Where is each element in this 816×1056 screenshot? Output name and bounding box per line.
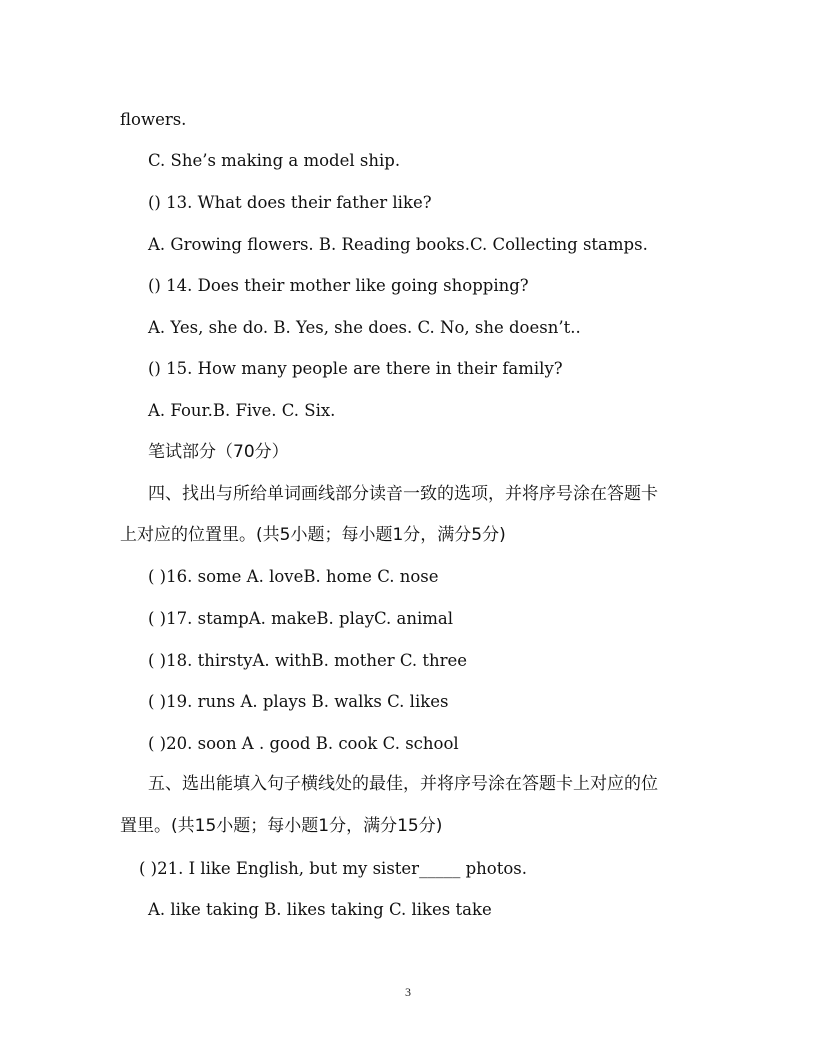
- options-14: A. Yes, she do. B. Yes, she does. C. No, she doesn’t..: [148, 318, 581, 337]
- section-five-heading-cont: 置里。(共15小题；每小题1分，满分15分): [120, 816, 443, 836]
- options-15: A. Four.B. Five. C. Six.: [148, 401, 336, 420]
- options-13: A. Growing flowers. B. Reading books.C. Collecting stamps.: [148, 235, 648, 254]
- question-15: () 15. How many people are there in their family?: [148, 359, 563, 378]
- section-four-heading: 四、找出与所给单词画线部分读音一致的选项，并将序号涂在答题卡: [148, 484, 658, 504]
- question-16: ( )16. some A. loveB. home C. nose: [148, 567, 439, 586]
- question-20: ( )20. soon A . good B. cook C. school: [148, 734, 459, 753]
- text-line-flowers: flowers.: [120, 110, 187, 129]
- section-four-heading-cont: 上对应的位置里。(共5小题；每小题1分，满分5分): [120, 525, 506, 545]
- option-line-q12-c: C. She’s making a model ship.: [148, 151, 401, 170]
- question-13: () 13. What does their father like?: [148, 193, 432, 212]
- question-19: ( )19. runs A. plays B. walks C. likes: [148, 692, 449, 711]
- question-14: () 14. Does their mother like going shopping?: [148, 276, 529, 295]
- section-title-written: 笔试部分（70分）: [148, 442, 289, 462]
- section-five-heading: 五、选出能填入句子横线处的最佳，并将序号涂在答题卡上对应的位: [148, 774, 658, 794]
- page-number: 3: [405, 985, 411, 999]
- question-18: ( )18. thirstyA. withB. mother C. three: [148, 651, 468, 670]
- question-21: ( )21. I like English, but my sister_____ photos.: [139, 859, 527, 878]
- question-17: ( )17. stampA. makeB. playC. animal: [148, 609, 454, 628]
- options-21: A. like taking B. likes taking C. likes take: [148, 900, 492, 919]
